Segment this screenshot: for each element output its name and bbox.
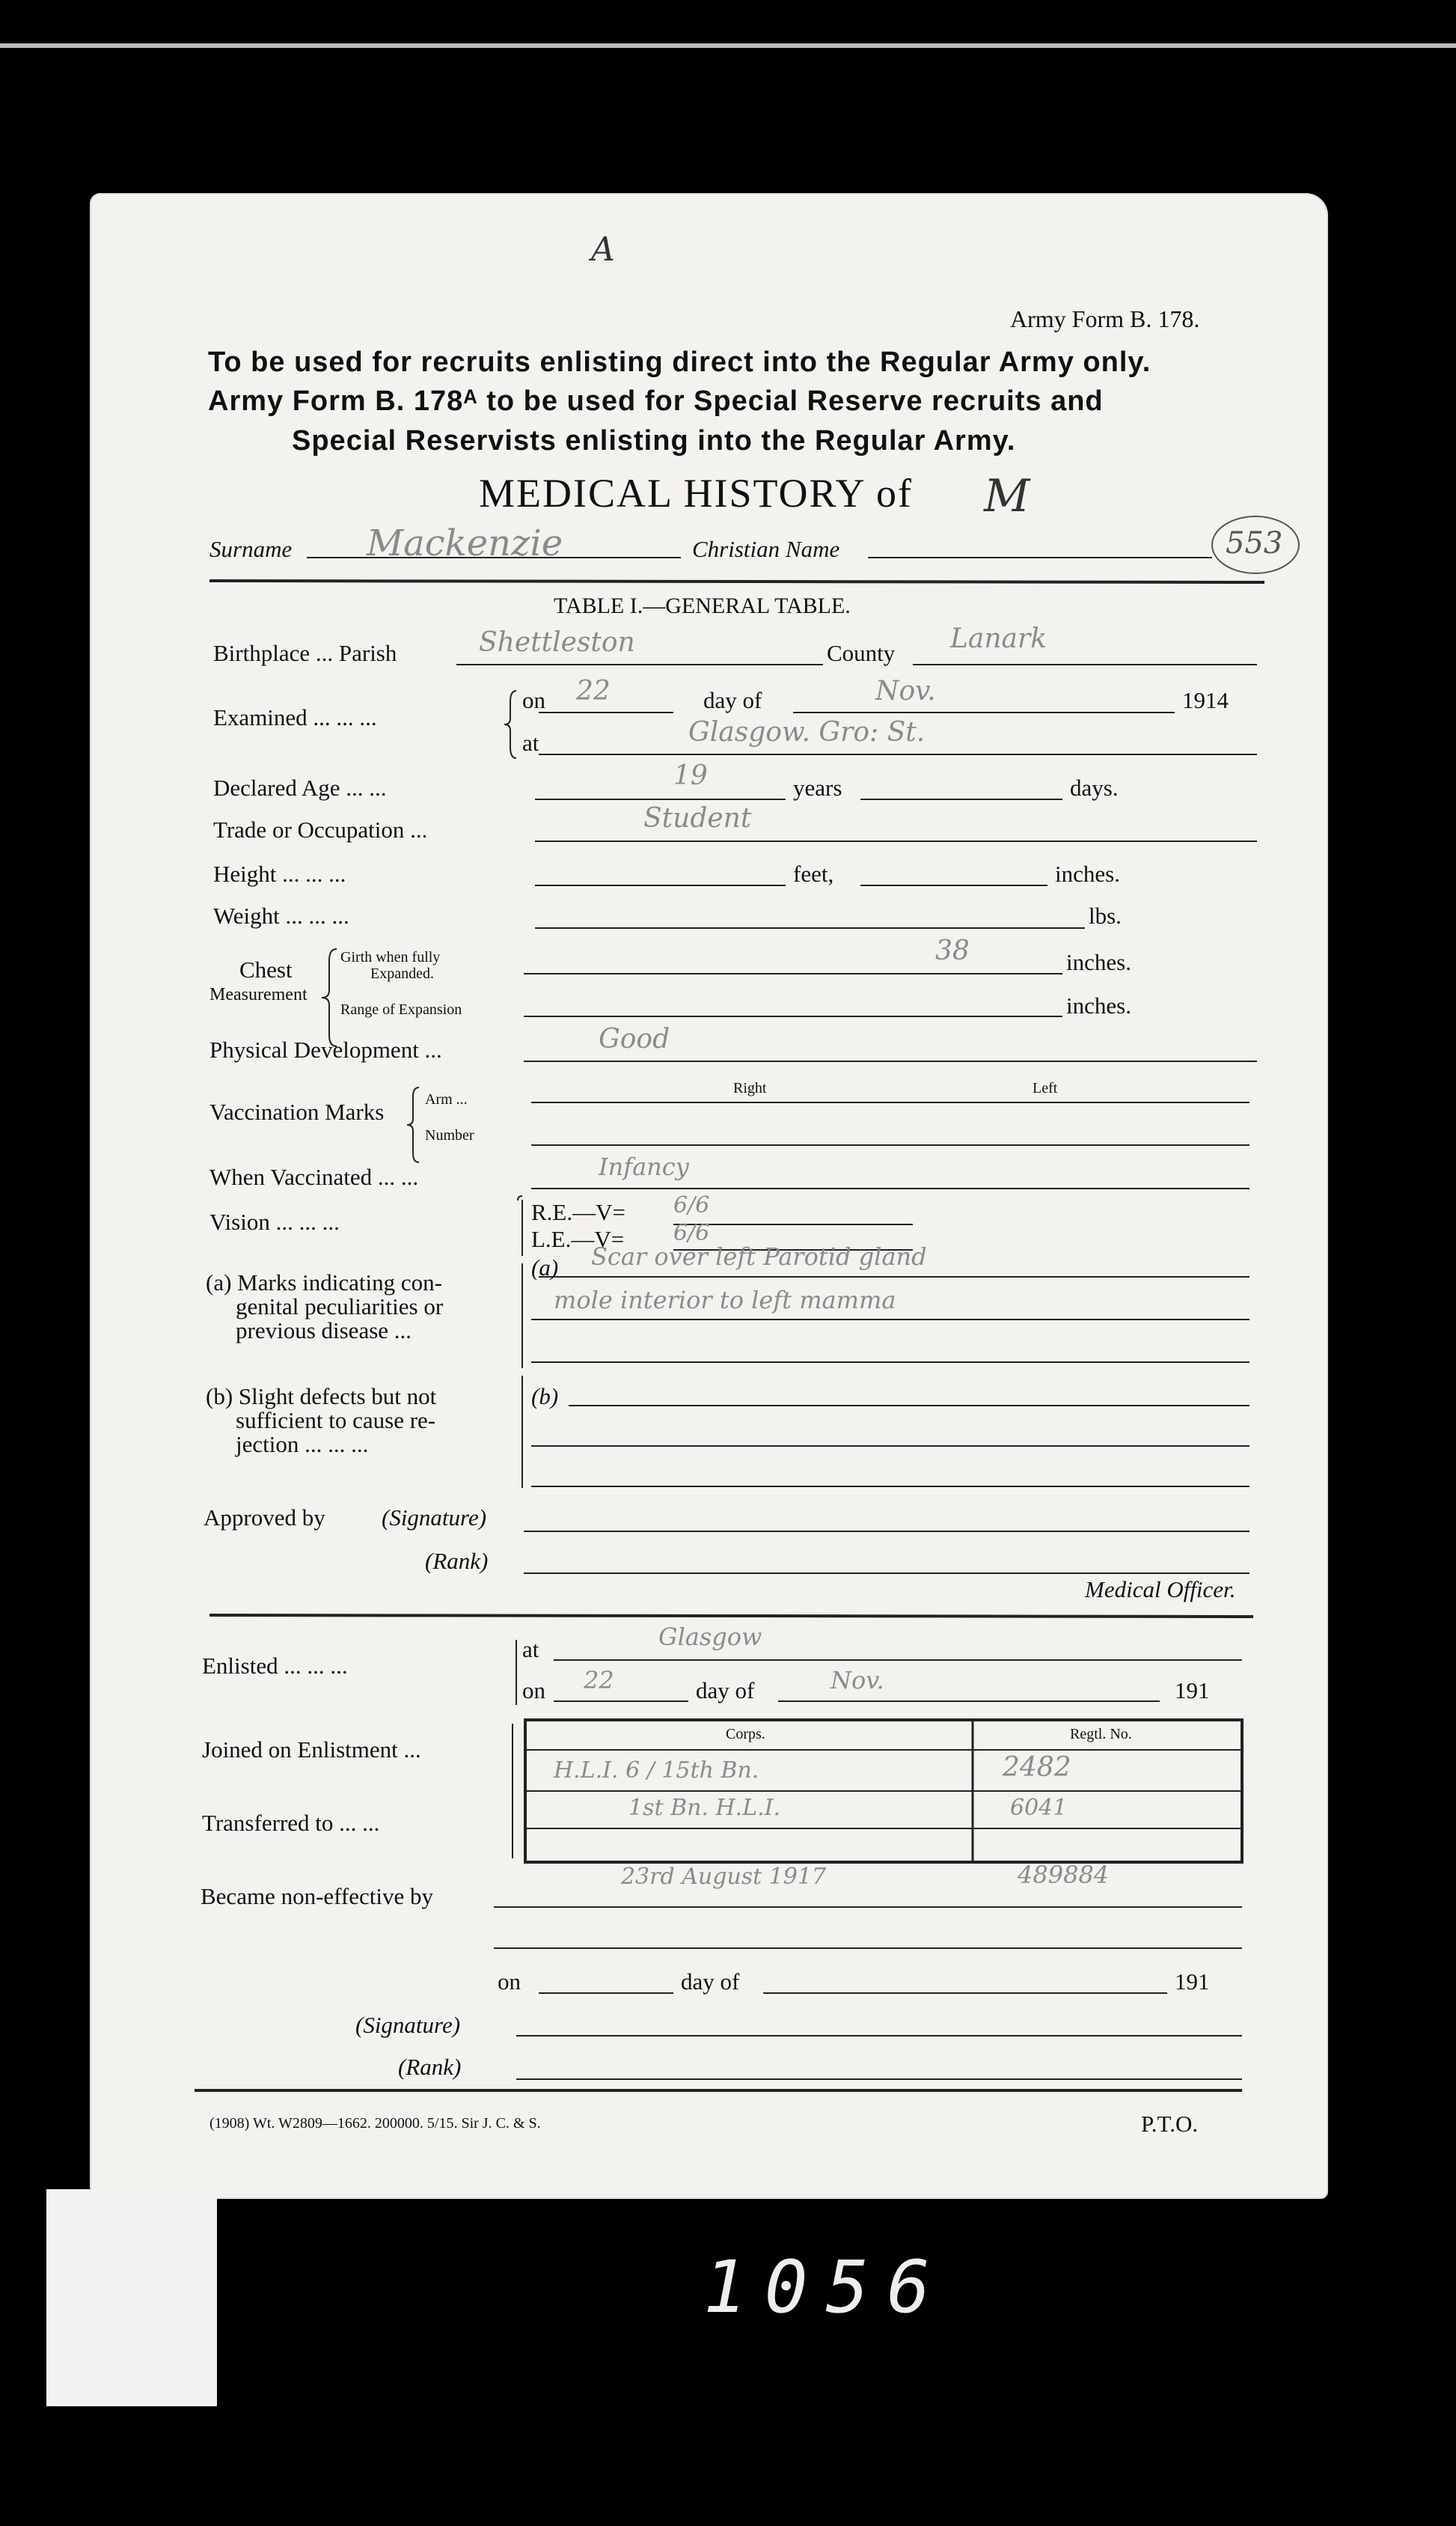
enlisted-on-label: on [522, 1677, 545, 1703]
non-effective-number: 489884 [1018, 1861, 1110, 1889]
table-title: TABLE I.—GENERAL TABLE. [554, 594, 851, 618]
examined-at-label: at [522, 730, 539, 756]
film-edge-line [0, 43, 1456, 48]
height-label: Height ... ... ... [213, 861, 346, 887]
chest-inches-1: inches. [1066, 949, 1131, 975]
defects-b-label: (b) [531, 1383, 559, 1409]
joined-corps: H.L.I. 6 / 15th Bn. [554, 1757, 759, 1784]
parish-value: Shettleston [479, 627, 635, 658]
trade-value: Student [643, 803, 752, 834]
marks-line-1: Scar over left Parotid gland [591, 1242, 927, 1271]
birthplace-label: Birthplace ... Parish [213, 640, 397, 666]
non-effective-label: Became non-effective by [201, 1883, 433, 1909]
marks-label-1: (a) Marks indicating con- [206, 1269, 442, 1296]
right-label: Right [733, 1080, 767, 1096]
chest-girth-value: 38 [935, 936, 970, 966]
frame-number: 1056 [703, 2245, 949, 2329]
record-number: 553 [1226, 526, 1283, 561]
examined-day-of-label: day of [703, 687, 762, 713]
county-label: County [827, 640, 896, 666]
range-label: Range of Expansion [340, 1001, 462, 1018]
enlisted-label: Enlisted ... ... ... [202, 1653, 348, 1679]
trade-label: Trade or Occupation ... [213, 817, 428, 843]
defects-label-3: jection ... ... ... [236, 1431, 369, 1457]
when-vaccinated-label: When Vaccinated ... ... [209, 1164, 419, 1190]
physical-label: Physical Development ... [209, 1037, 442, 1063]
christian-name-label: Christian Name [692, 536, 840, 562]
form-number: Army Form B. 178. [1010, 305, 1200, 332]
county-value: Lanark [950, 623, 1047, 654]
transferred-label: Transferred to ... ... [202, 1810, 380, 1836]
white-slip [46, 2189, 217, 2406]
enlisted-day-of-label: day of [696, 1677, 755, 1703]
marks-label-2: genital peculiarities or [236, 1293, 444, 1320]
day-of2-label: day of [681, 1968, 740, 1995]
number-label: Number [425, 1127, 474, 1144]
declared-age-years: 19 [673, 760, 708, 791]
arm-label: Arm ... [425, 1091, 468, 1108]
defects-label-1: (b) Slight defects but not [206, 1383, 437, 1409]
transferred-regtl-no: 6041 [1010, 1795, 1068, 1821]
marks-line-2: mole interior to left mamma [554, 1286, 896, 1314]
non-effective-value: 23rd August 1917 [621, 1864, 827, 1890]
examined-at-value: Glasgow. Gro: St. [688, 717, 926, 748]
signature2-label: (Signature) [355, 2012, 461, 2038]
regtl-header: Regtl. No. [1070, 1726, 1132, 1742]
left-label: Left [1033, 1080, 1058, 1096]
notice-line-1: To be used for recruits enlisting direct into the Regular Army only. [208, 347, 1151, 378]
days-label: days. [1070, 775, 1119, 801]
approved-label: Approved by [204, 1504, 325, 1531]
examined-year: 1914 [1182, 687, 1229, 713]
le-value: 6/6 [673, 1220, 710, 1246]
enlisted-day: 22 [584, 1666, 614, 1694]
enlisted-at-label: at [522, 1636, 539, 1662]
lbs-label: lbs. [1089, 903, 1122, 929]
print-info: (1908) Wt. W2809—1662. 200000. 5/15. Sir J. C. & S. [209, 2115, 541, 2132]
notice-line-3: Special Reservists enlisting into the Regular Army. [292, 425, 1016, 457]
when-vaccinated-value: Infancy [599, 1153, 689, 1181]
declared-age-label: Declared Age ... ... [213, 775, 387, 801]
approved-rank-label: (Rank) [425, 1548, 489, 1574]
enlisted-month: Nov. [831, 1666, 884, 1694]
examined-on-label: on [522, 687, 545, 713]
on2-label: on [498, 1968, 521, 1995]
physical-value: Good [599, 1024, 670, 1055]
rank2-label: (Rank) [398, 2054, 462, 2080]
corner-mark: A [591, 231, 615, 269]
year2-label: 191 [1175, 1968, 1210, 1995]
medical-officer-label: Medical Officer. [1085, 1576, 1236, 1602]
re-value: 6/6 [673, 1192, 710, 1218]
marks-a-label: (a) [531, 1254, 559, 1281]
feet-label: feet, [793, 861, 834, 887]
chest-label: Chest [239, 957, 293, 983]
examined-label: Examined ... ... ... [213, 704, 377, 730]
examined-day: 22 [576, 676, 611, 707]
joined-regtl-no: 2482 [1003, 1752, 1071, 1783]
title-handwriting: M [984, 470, 1030, 522]
inches-label: inches. [1055, 861, 1120, 887]
pto-label: P.T.O. [1141, 2111, 1199, 2137]
notice-line-2: Army Form B. 178ᴬ to be used for Special Reserve recruits and [208, 385, 1104, 417]
surname-value: Mackenzie [367, 522, 563, 564]
joined-label: Joined on Enlistment ... [202, 1736, 421, 1763]
chest-inches-2: inches. [1066, 992, 1131, 1019]
corps-header: Corps. [726, 1726, 765, 1742]
enlisted-year: 191 [1175, 1677, 1210, 1703]
re-label: R.E.—V= [531, 1199, 625, 1225]
girth-label-2: Expanded. [370, 965, 434, 982]
enlisted-at-value: Glasgow [658, 1623, 762, 1651]
le-label: L.E.—V= [531, 1226, 625, 1252]
vaccination-label: Vaccination Marks [209, 1099, 385, 1125]
surname-label: Surname [209, 536, 293, 562]
vision-label: Vision ... ... ... [209, 1209, 340, 1235]
medical-history-form [90, 193, 1328, 2199]
years-label: years [793, 775, 842, 801]
girth-label: Girth when fully [340, 949, 441, 965]
approved-signature-label: (Signature) [382, 1504, 487, 1531]
defects-label-2: sufficient to cause re- [236, 1407, 436, 1433]
transferred-corps: 1st Bn. H.L.I. [628, 1795, 781, 1821]
form-title: MEDICAL HISTORY of [479, 471, 914, 516]
marks-label-3: previous disease ... [236, 1317, 412, 1343]
weight-label: Weight ... ... ... [213, 903, 349, 929]
examined-month: Nov. [875, 676, 936, 707]
chest-measurement-label: Measurement [209, 985, 308, 1004]
